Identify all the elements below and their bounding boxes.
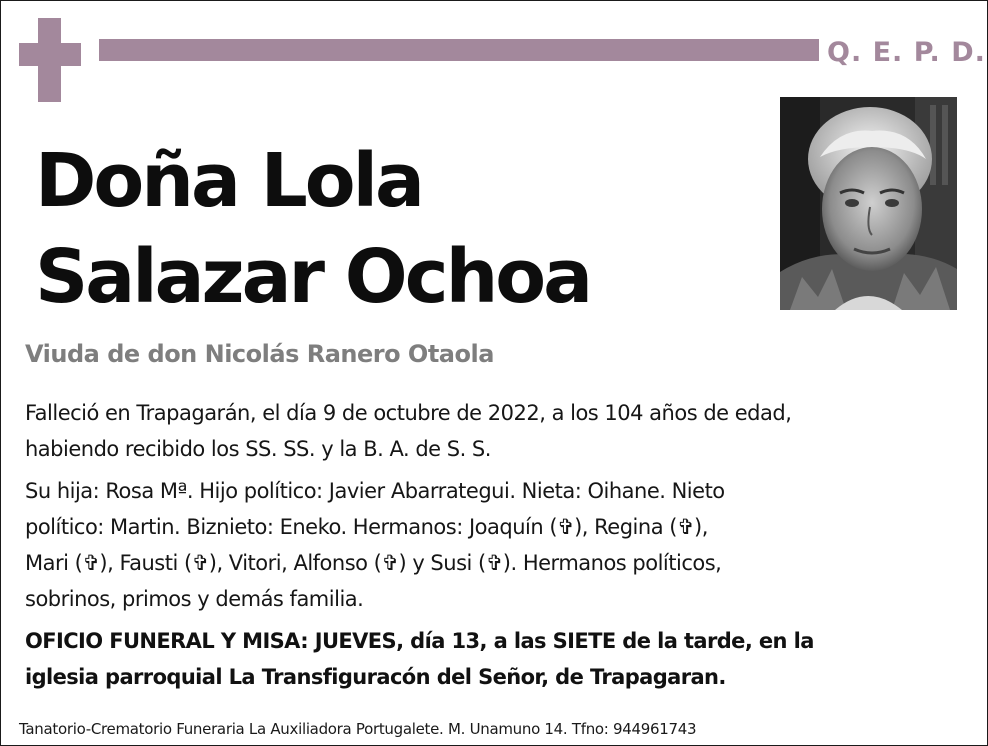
family-line-4: sobrinos, primos y demás familia. — [25, 587, 364, 611]
header-bar — [99, 39, 819, 61]
deceased-name — [35, 133, 590, 325]
qepd-label: Q. E. P. D. — [827, 37, 986, 68]
cross-icon — [19, 18, 81, 102]
family-line-3: Mari (✞), Fausti (✞), Vitori, Alfonso (✞) y Susi (✞). Hermanos políticos, — [25, 551, 722, 575]
name-line-1: Doña Lola — [35, 138, 422, 224]
family-line-1: Su hija: Rosa Mª. Hijo político: Javier Abarrategui. Nieta: Oihane. Nieto — [25, 479, 725, 503]
death-line-1: Falleció en Trapagarán, el día 9 de octubre de 2022, a los 104 años de edad, — [25, 401, 792, 425]
family-line-2: político: Martin. Biznieto: Eneko. Hermanos: Joaquín (✞), Regina (✞), — [25, 515, 708, 539]
funeral-paragraph — [25, 623, 965, 695]
portrait-photo — [780, 97, 957, 310]
widow-subtitle: Viuda de don Nicolás Ranero Otaola — [25, 340, 494, 368]
funeral-line-2: iglesia parroquial La Transfiguracón del Señor, de Trapagaran. — [25, 665, 726, 689]
death-paragraph — [25, 395, 965, 467]
name-line-2: Salazar Ochoa — [35, 234, 591, 320]
funeral-home-footer: Tanatorio-Crematorio Funeraria La Auxiliadora Portugalete. M. Unamuno 14. Tfno: 944961743 — [19, 720, 697, 738]
death-line-2: habiendo recibido los SS. SS. y la B. A. de S. S. — [25, 437, 491, 461]
funeral-line-1: OFICIO FUNERAL Y MISA: JUEVES, día 13, a las SIETE de la tarde, en la — [25, 629, 814, 653]
family-paragraph — [25, 473, 965, 617]
